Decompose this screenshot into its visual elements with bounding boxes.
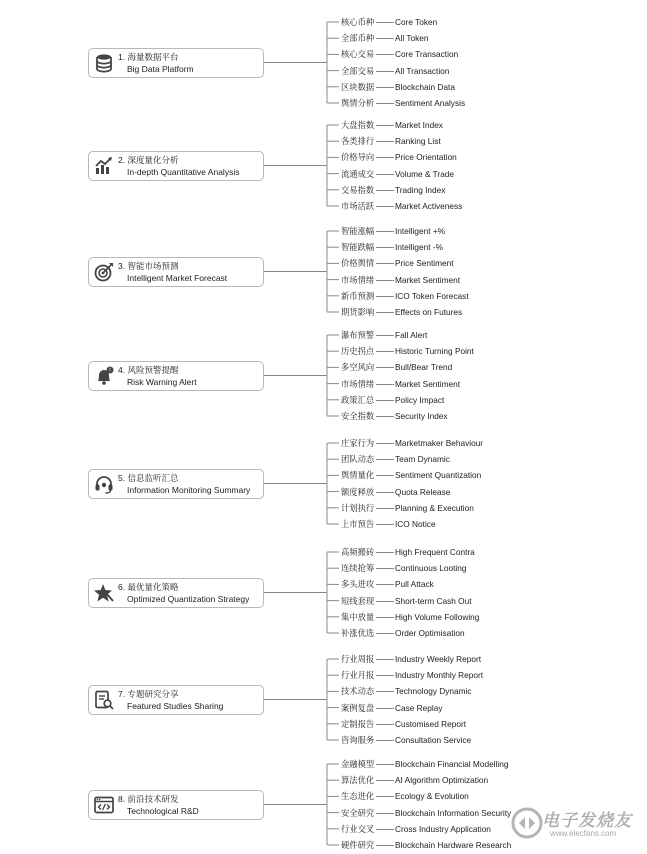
item-label-en: Order Optimisation [395, 628, 465, 638]
item-label-zh: 价格舆情 [341, 258, 375, 269]
database-icon [93, 52, 115, 74]
item-label-zh: 补涨优选 [341, 628, 375, 638]
item-label-zh: 咨询服务 [341, 735, 375, 745]
item-label-en: High Volume Following [395, 611, 480, 622]
item-label-zh: 行业月报 [341, 670, 375, 681]
group-number: 5. [118, 472, 126, 483]
item-dash [376, 724, 394, 725]
group-card [88, 257, 264, 287]
group-number: 8. [118, 793, 126, 804]
item-dash [376, 335, 394, 336]
item-label-zh: 核心币种 [341, 17, 375, 27]
item-dash [376, 103, 394, 104]
item-dash [376, 796, 394, 797]
group-title-zh [118, 472, 178, 484]
group-card [88, 578, 264, 608]
group-title-zh [118, 364, 178, 376]
item-dash [376, 617, 394, 618]
item-label-en: All Transaction [395, 65, 450, 76]
item-label-zh: 大盘指数 [341, 120, 375, 130]
item-label-en: Blockchain Data [395, 81, 455, 92]
watermark-url: www.elecfans.com [550, 829, 617, 838]
item-label-zh: 行业交叉 [341, 823, 375, 834]
item-label-zh: 历史拐点 [341, 346, 375, 357]
item-dash [376, 708, 394, 709]
item-label-zh: 行业周报 [341, 654, 375, 664]
item-label-en: Price Orientation [395, 152, 457, 163]
item-dash [376, 174, 394, 175]
item-label-en: Short-term Cash Out [395, 595, 472, 606]
group-title-en: In-depth Quantitative Analysis [127, 166, 240, 177]
item-label-en: Bull/Bear Trend [395, 362, 453, 373]
item-dash [376, 764, 394, 765]
item-label-en: Industry Monthly Report [395, 670, 484, 681]
item-label-en: AI Algorithm Optimization [395, 775, 489, 786]
item-label-zh: 定制报告 [341, 718, 375, 729]
watermark [508, 800, 643, 846]
item-label-zh: 价格导向 [341, 152, 375, 163]
group-card [88, 361, 264, 391]
item-dash [376, 22, 394, 23]
item-label-zh: 市场情绪 [341, 274, 375, 285]
item-dash [376, 367, 394, 368]
item-label-zh: 上市预告 [341, 519, 375, 529]
item-label-zh: 集中放量 [341, 611, 375, 622]
item-label-zh: 区块数据 [341, 81, 375, 92]
item-label-zh: 市场活跃 [341, 201, 375, 211]
group-title-en: Information Monitoring Summary [127, 484, 251, 495]
item-label-en: Quota Release [395, 486, 451, 497]
item-label-en: Effects on Futures [395, 307, 463, 317]
item-label-en: Policy Impact [395, 394, 445, 405]
group-number: 7. [118, 688, 126, 699]
item-label-en: Market Sentiment [395, 274, 461, 285]
item-label-en: Pull Attack [395, 579, 434, 590]
item-label-zh: 多空风向 [341, 362, 375, 373]
item-dash [376, 659, 394, 660]
group-number: 3. [118, 260, 126, 271]
group-title-zh-text: 专题研究分享 [127, 688, 179, 699]
item-dash [376, 601, 394, 602]
item-label-zh: 舆情分析 [341, 98, 375, 108]
item-dash [376, 190, 394, 191]
item-label-en: Historic Turning Point [395, 346, 474, 357]
item-label-zh: 短线套现 [341, 595, 375, 606]
item-label-zh: 各类排行 [341, 136, 375, 147]
item-dash [376, 675, 394, 676]
item-dash [376, 829, 394, 830]
item-dash [376, 492, 394, 493]
group-title-zh-text: 智能市场预测 [127, 260, 179, 271]
strategy-star-icon [93, 582, 115, 604]
item-label-en: Consultation Service [395, 735, 472, 745]
item-label-en: Team Dynamic [395, 454, 450, 465]
item-dash [376, 312, 394, 313]
item-label-zh: 硬件研究 [341, 840, 375, 850]
item-label-zh: 庄家行为 [341, 438, 375, 448]
item-label-zh: 计划执行 [341, 502, 375, 513]
item-dash [376, 443, 394, 444]
group-number: 2. [118, 154, 126, 165]
item-label-en: Blockchain Information Security [395, 807, 512, 818]
group-number: 1. [118, 51, 126, 62]
item-dash [376, 263, 394, 264]
group-title-zh-text: 最优量化策略 [127, 581, 179, 592]
group-title-zh [118, 51, 178, 63]
item-label-zh: 安全研究 [341, 807, 375, 818]
item-label-zh: 全部交易 [341, 65, 375, 76]
item-label-zh: 智能涨幅 [341, 226, 375, 236]
group-card [88, 151, 264, 181]
item-label-zh: 核心交易 [341, 49, 375, 60]
item-dash [376, 780, 394, 781]
group-title-zh-text: 信息监听汇总 [127, 472, 179, 483]
item-dash [376, 141, 394, 142]
item-label-en: Core Token [395, 17, 438, 27]
item-label-en: Market Index [395, 120, 443, 130]
item-label-zh: 高频搬砖 [341, 547, 375, 557]
item-label-zh: 智能跌幅 [341, 242, 375, 253]
item-label-en: All Token [395, 33, 429, 44]
bar-chart-icon [93, 155, 115, 177]
item-label-en: Fall Alert [395, 330, 428, 340]
group-title-en: Risk Warning Alert [127, 376, 197, 387]
item-label-en: Industry Weekly Report [395, 654, 482, 664]
item-dash [376, 813, 394, 814]
item-label-en: Intelligent +% [395, 226, 446, 236]
item-label-en: High Frequent Contra [395, 547, 475, 557]
item-dash [376, 416, 394, 417]
item-label-zh: 算法优化 [341, 775, 375, 786]
group-title-en: Intelligent Market Forecast [127, 272, 228, 283]
item-label-zh: 瀑布预警 [341, 330, 375, 340]
item-label-zh: 技术动态 [341, 686, 375, 697]
item-label-en: Blockchain Financial Modelling [395, 759, 509, 769]
item-label-en: Sentiment Analysis [395, 98, 466, 108]
item-label-en: Planning & Execution [395, 502, 474, 513]
item-dash [376, 740, 394, 741]
item-label-zh: 安全指数 [341, 411, 375, 421]
item-label-zh: 金融模型 [341, 759, 375, 769]
report-search-icon [93, 689, 115, 711]
item-dash [376, 691, 394, 692]
item-dash [376, 157, 394, 158]
group-title-zh [118, 154, 178, 166]
item-dash [376, 633, 394, 634]
item-label-zh: 额度释放 [341, 486, 375, 497]
item-dash [376, 845, 394, 846]
group-title-zh-text: 风险预警提醒 [127, 364, 179, 375]
item-label-en: Case Replay [395, 702, 443, 713]
item-dash [376, 568, 394, 569]
item-dash [376, 459, 394, 460]
group-title-en: Featured Studies Sharing [127, 700, 224, 711]
group-card [88, 469, 264, 499]
group-title-zh [118, 793, 178, 805]
code-window-icon [93, 794, 115, 816]
item-label-en: Market Sentiment [395, 378, 461, 389]
item-dash [376, 125, 394, 126]
group-title-en: Technological R&D [127, 805, 199, 816]
group-number: 4. [118, 364, 126, 375]
item-label-zh: 流通成交 [341, 168, 375, 179]
item-label-zh: 期货影响 [341, 307, 375, 317]
group-title-zh [118, 260, 178, 272]
item-dash [376, 584, 394, 585]
item-label-en: Customised Report [395, 718, 467, 729]
item-label-en: Blockchain Hardware Research [395, 840, 512, 850]
item-label-en: Continuous Looting [395, 563, 467, 574]
target-icon [93, 261, 115, 283]
item-label-en: Intelligent -% [395, 242, 443, 253]
item-dash [376, 206, 394, 207]
item-label-zh: 交易指数 [341, 184, 375, 195]
item-dash [376, 552, 394, 553]
watermark-text: 电子发烧友 [542, 811, 632, 830]
group-card [88, 685, 264, 715]
item-label-en: Market Activeness [395, 201, 463, 211]
item-label-en: Ranking List [395, 136, 441, 147]
watermark-logo-icon [510, 806, 544, 840]
group-title-zh-text: 前沿技术研发 [127, 793, 179, 804]
group-title-en: Optimized Quantization Strategy [127, 593, 250, 604]
headset-icon [93, 473, 115, 495]
item-label-zh: 生态进化 [341, 791, 375, 802]
item-label-en: Volume & Trade [395, 168, 455, 179]
item-label-en: ICO Notice [395, 519, 436, 529]
item-label-en: Technology Dynamic [395, 686, 472, 697]
item-dash [376, 351, 394, 352]
item-label-en: Cross Industry Application [395, 823, 491, 834]
group-number: 6. [118, 581, 126, 592]
item-label-zh: 团队动态 [341, 454, 375, 465]
group-card [88, 48, 264, 78]
item-label-zh: 政策汇总 [341, 394, 375, 405]
item-dash [376, 384, 394, 385]
item-label-en: Security Index [395, 411, 448, 421]
item-dash [376, 87, 394, 88]
item-dash [376, 475, 394, 476]
item-label-zh: 全部币种 [341, 33, 375, 44]
item-label-zh: 舆情量化 [341, 470, 375, 481]
group-title-en: Big Data Platform [127, 63, 194, 74]
item-dash [376, 400, 394, 401]
item-dash [376, 54, 394, 55]
item-dash [376, 71, 394, 72]
item-label-en: Ecology & Evolution [395, 791, 469, 802]
item-dash [376, 38, 394, 39]
item-label-en: ICO Token Forecast [395, 290, 469, 301]
item-dash [376, 296, 394, 297]
group-title-zh [118, 581, 178, 593]
item-label-en: Marketmaker Behaviour [395, 438, 484, 448]
item-label-zh: 新币预测 [341, 290, 375, 301]
svg-text:!: ! [109, 367, 111, 374]
item-label-en: Core Transaction [395, 49, 459, 60]
item-dash [376, 508, 394, 509]
item-dash [376, 280, 394, 281]
item-label-zh: 市场情绪 [341, 378, 375, 389]
item-label-en: Trading Index [395, 184, 446, 195]
item-label-en: Price Sentiment [395, 258, 454, 269]
item-label-en: Sentiment Quantization [395, 470, 482, 481]
item-label-zh: 案例复盘 [341, 702, 375, 713]
group-title-zh [118, 688, 178, 700]
group-card [88, 790, 264, 820]
group-title-zh-text: 深度量化分析 [127, 154, 179, 165]
item-dash [376, 231, 394, 232]
item-dash [376, 524, 394, 525]
item-dash [376, 247, 394, 248]
item-label-zh: 连续抢筹 [341, 563, 375, 574]
group-title-zh-text: 海量数据平台 [127, 51, 179, 62]
bell-alert-icon [93, 365, 115, 387]
item-label-zh: 多头进攻 [341, 579, 375, 590]
